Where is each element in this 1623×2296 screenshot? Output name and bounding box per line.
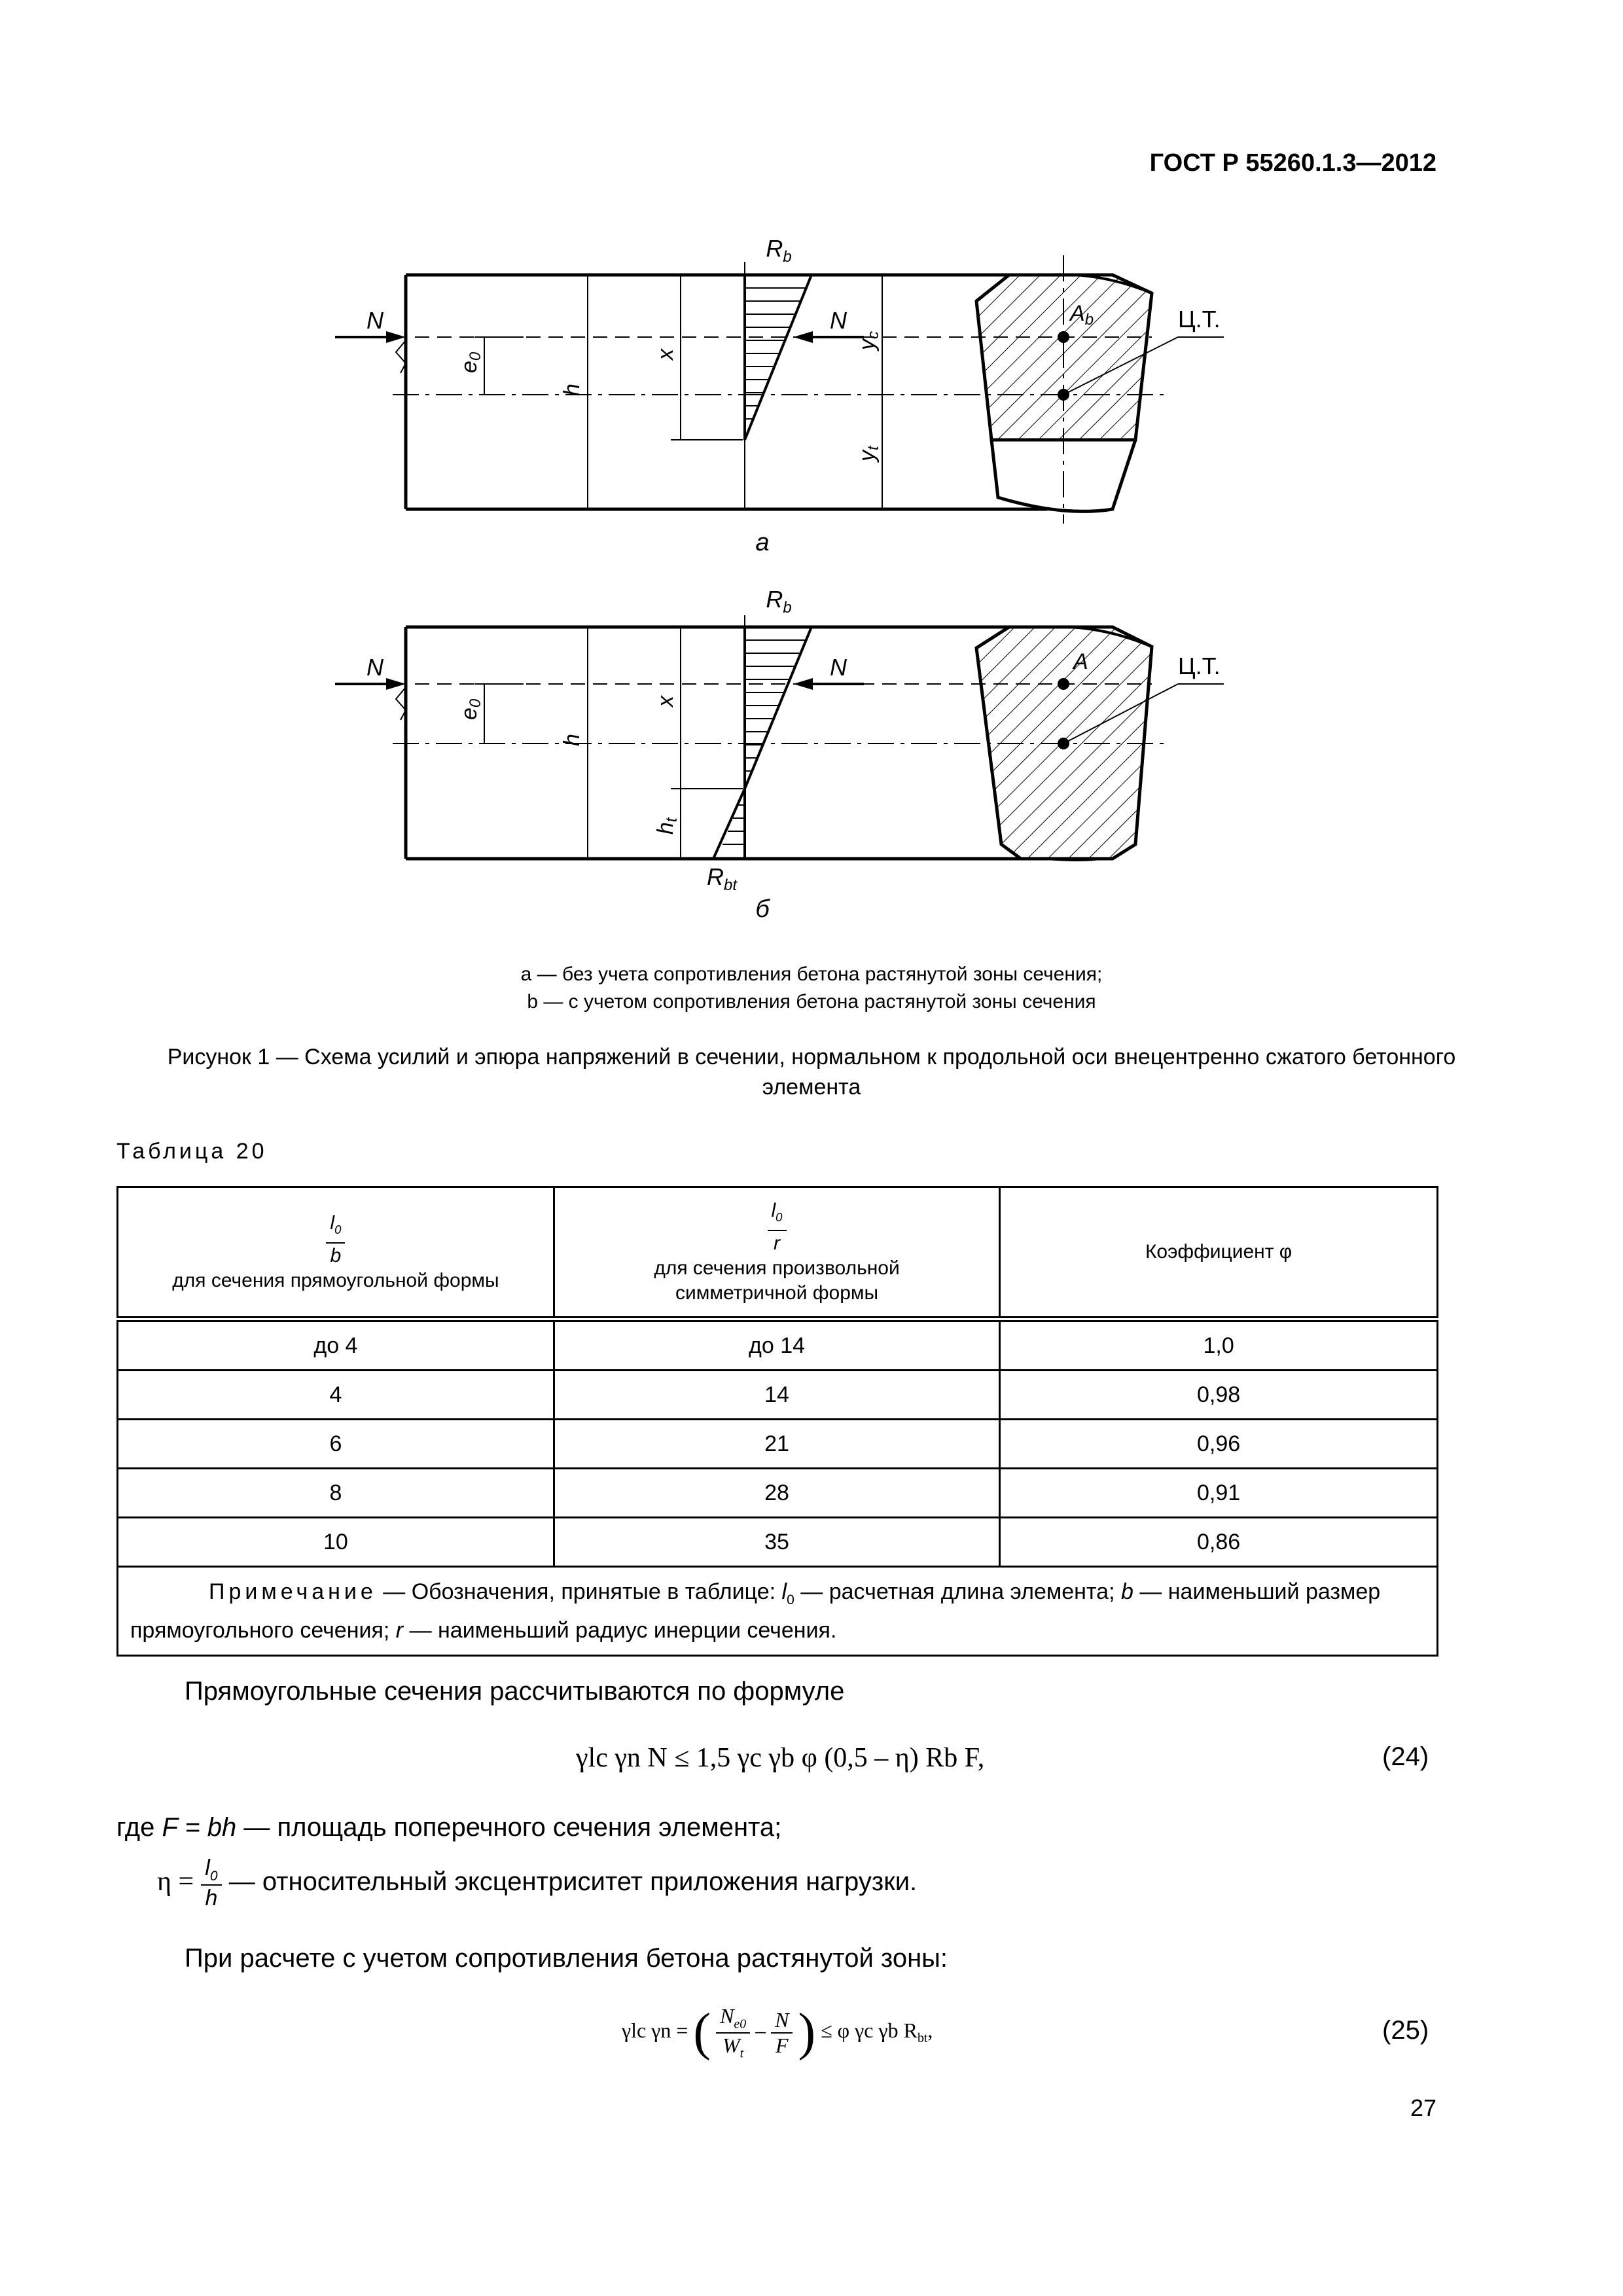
header-col2: $\frac{l_0}{r}$ для сечения произвольной симметричной формы xyxy=(554,1187,999,1319)
formula-25: γlc γn = ( $\frac{N_{e0}}{W_t}$ – $\frac{N}{F}$ ) ≤ φ γc γb $R_{bt}$, xyxy=(622,2003,933,2061)
label-h: h xyxy=(560,384,584,396)
svg-text:Rb: $R_b$ xyxy=(766,236,792,266)
label-N-right-b: N xyxy=(830,654,847,681)
figure-b-label: б xyxy=(755,895,770,923)
label-N-left-b: N xyxy=(366,654,383,681)
svg-text:Rb: $R_b$ xyxy=(766,586,792,617)
header-col3: Коэффициент φ xyxy=(1000,1187,1438,1319)
label-ht: h xyxy=(653,822,678,834)
formula-24-number: (24) xyxy=(1382,1742,1429,1771)
fraction-l0-r: $\frac{l_0}{r}$ xyxy=(768,1198,787,1256)
table-row: до 4 до 14 1,0 xyxy=(118,1319,1438,1371)
figure-b-diagram xyxy=(0,583,1623,890)
label-N-left: N xyxy=(366,307,383,334)
header-col1: $\frac{l_0}{b}$ для сечения прямоугольной формы xyxy=(118,1187,554,1319)
paragraph-tension-zone: При расчете с учетом сопротивления бетона растянутой зоны: xyxy=(185,1944,948,1973)
label-yc: y xyxy=(855,339,880,350)
label-h-b: h xyxy=(560,734,584,746)
label-Ab: A xyxy=(1070,301,1085,326)
svg-text:Ab: Ab xyxy=(1070,301,1094,329)
table-row: 10 35 0,86 xyxy=(118,1518,1438,1567)
table-note: Примечание — Обозначения, принятые в таблице: $l_0$ — расчетная длина элемента; b — наименьший размер прямоугольного сечения; r — наименьший радиус инерции сечения. xyxy=(118,1567,1438,1656)
label-A: A xyxy=(1073,649,1088,674)
svg-text:e0: e0 xyxy=(457,698,484,720)
fraction-Ne0-Wt: $\frac{N_{e0}}{W_t}$ xyxy=(716,2004,750,2061)
table-row: 6 21 0,96 xyxy=(118,1420,1438,1469)
document-id: ГОСТ Р 55260.1.3—2012 xyxy=(1149,149,1436,177)
table-row: 8 28 0,91 xyxy=(118,1469,1438,1518)
table-row: 4 14 0,98 xyxy=(118,1371,1438,1420)
figure-a-diagram xyxy=(0,236,1623,537)
label-yt: y xyxy=(855,450,880,461)
figure-a-label: а xyxy=(755,529,770,556)
figure-caption: Рисунок 1 — Схема усилий и эпюра напряжений в сечении, нормальном к продольной оси внецентренно сжатого бетонного элемента xyxy=(167,1045,1456,1100)
fraction-l0-b: $\frac{l_0}{b}$ xyxy=(326,1211,345,1268)
formula-25-number: (25) xyxy=(1382,2016,1429,2045)
label-x: x xyxy=(653,349,678,360)
table-20 xyxy=(116,1186,1438,1657)
svg-text:yc: yc xyxy=(855,331,882,350)
label-ct: Ц.Т. xyxy=(1178,306,1221,332)
svg-text:Rbt: $R_{bt}$ xyxy=(707,863,738,890)
figure-legend-1: а — без учета сопротивления бетона растянутой зоны сечения; xyxy=(520,963,1103,985)
svg-text:e0: e0 xyxy=(457,351,484,373)
label-Rb: R xyxy=(766,236,783,262)
label-e0: e xyxy=(457,361,482,373)
where-F-line: где F = bh — площадь поперечного сечения элемента; xyxy=(116,1813,782,1842)
eta-definition: η = $\frac{l_0}{h}$ — относительный эксцентриситет приложения нагрузки. xyxy=(157,1856,918,1910)
label-ct-b: Ц.Т. xyxy=(1178,653,1221,679)
label-Rbt: R xyxy=(707,863,724,890)
fraction-N-F: $\frac{N}{F}$ xyxy=(771,2008,793,2058)
table-header-row xyxy=(118,1187,1438,1319)
formula-24: γlc γn N ≤ 1,5 γc γb φ (0,5 – η) Rb F, xyxy=(576,1743,985,1773)
label-Rb-b: R xyxy=(766,586,783,613)
svg-text:ht: ht xyxy=(653,817,681,834)
label-e0-b: e xyxy=(457,708,482,720)
label-N-right: N xyxy=(830,307,847,334)
figure-legend-2: b — с учетом сопротивления бетона растянутой зоны сечения xyxy=(527,991,1096,1013)
label-x-b: x xyxy=(653,696,678,707)
svg-text:yt: yt xyxy=(855,446,882,461)
page-number: 27 xyxy=(1410,2094,1436,2121)
paragraph-rect-sections: Прямоугольные сечения рассчитываются по формуле xyxy=(185,1677,845,1706)
fraction-l0-h: $\frac{l_0}{h}$ xyxy=(201,1856,221,1911)
table-label: Таблица 20 xyxy=(116,1139,268,1164)
table-note-row xyxy=(118,1567,1438,1656)
